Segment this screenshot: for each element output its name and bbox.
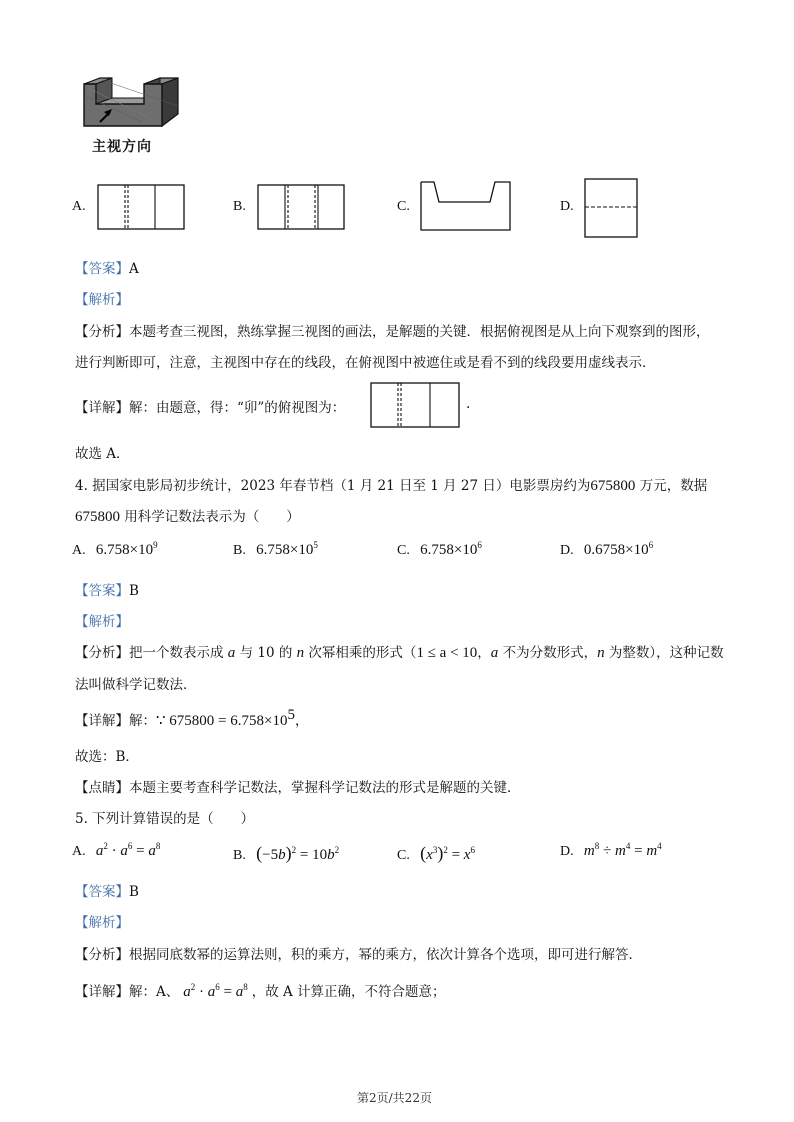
answer-value: A xyxy=(129,261,139,277)
q3-xiangjie xyxy=(75,396,345,416)
q5-fenxi xyxy=(75,943,642,963)
q5-stem: 5. 下列计算错误的是（ ） xyxy=(75,811,255,827)
q4-conclusion: 故选：B． xyxy=(75,749,139,765)
option-letter: A. xyxy=(72,844,86,859)
q4-stem-text-a: 4. 据国家电影局初步统计，2023 年春节档（1 月 21 日至 1 月 27 日）电影票房约为 xyxy=(75,478,591,494)
option-letter: A. xyxy=(72,543,86,558)
q3-option-d-figure xyxy=(584,178,638,242)
q5-xiangjie xyxy=(75,980,446,1001)
answer-value: B xyxy=(129,583,139,599)
option-exponent: 5 xyxy=(313,540,318,550)
q3-option-b-figure xyxy=(257,184,345,234)
q3-fenxi-line1 xyxy=(75,320,710,340)
q4-fenxi-line2: 法叫做科学记数法． xyxy=(75,677,197,693)
fenxi-text: 不为分数形式， xyxy=(498,645,598,661)
answer-tag: 【答案】 xyxy=(75,261,129,277)
math-var: a xyxy=(490,645,499,661)
fenxi-tag: 【分析】 xyxy=(75,324,129,340)
xiangjie-tag: 【详解】 xyxy=(75,713,129,729)
fenxi-text: ， xyxy=(477,645,491,661)
xiangjie-tag: 【详解】 xyxy=(75,400,129,416)
q4-option-b xyxy=(233,542,318,559)
dianjing-tag: 【点睛】 xyxy=(75,780,129,796)
fenxi-text: 次幂相乘的形式（ xyxy=(304,645,417,661)
q5-option-d xyxy=(560,843,662,860)
q3-option-a-figure xyxy=(97,184,185,234)
option-letter: C. xyxy=(397,543,410,558)
q4-stem-text-b: 万元，数据 xyxy=(635,478,708,494)
q4-fenxi-line1 xyxy=(75,641,724,662)
q5-option-a-expr: $a^2 \cdot a^6 = a^8$ xyxy=(95,841,161,859)
q3-option-c-label: C. xyxy=(397,199,410,214)
q4-option-a xyxy=(72,542,158,559)
fenxi-tag: 【分析】 xyxy=(75,947,129,963)
option-letter: B. xyxy=(233,543,246,558)
option-base: ×10 xyxy=(453,542,478,558)
q5-analysis-tag: 【解析】 xyxy=(75,915,129,931)
q5-answer xyxy=(75,880,139,900)
option-letter: D. xyxy=(560,543,574,558)
math-var: n xyxy=(597,645,605,661)
fenxi-text: 把一个数表示成 xyxy=(129,645,228,661)
option-mantissa: 6.758 xyxy=(256,542,290,558)
xiangjie-equation: ∵ 675800 = 6.758×10 xyxy=(156,713,288,729)
q3-option-d-label: D. xyxy=(560,199,574,214)
fenxi-tag: 【分析】 xyxy=(75,645,129,661)
dianjing-text: 本题主要考查科学记数法，掌握科学记数法的形式是解题的关键． xyxy=(129,780,521,796)
q4-stem-line1 xyxy=(75,474,707,495)
xiangjie-tail: ，故 A 计算正确，不符合题意； xyxy=(251,984,446,1000)
math-inequality: 1 ≤ a < 10 xyxy=(416,645,478,661)
q5-option-d-expr: $m^8 \div m^4 = m^4$ xyxy=(583,841,662,859)
q4-dianjing xyxy=(75,776,521,796)
q3-option-a-label: A. xyxy=(72,199,86,214)
option-base: ×10 xyxy=(129,542,154,558)
answer-tag: 【答案】 xyxy=(75,884,129,900)
option-exponent: 9 xyxy=(153,540,158,550)
option-letter: B. xyxy=(233,848,246,863)
answer-value: B xyxy=(129,884,139,900)
fenxi-text: 为整数），这种记数 xyxy=(604,645,724,661)
object-3d-figure xyxy=(82,76,182,134)
q3-option-b-label: B. xyxy=(233,199,246,214)
option-base: ×10 xyxy=(289,542,314,558)
option-mantissa: 0.6758 xyxy=(583,542,626,558)
q3-xiangjie-end: . xyxy=(466,396,471,412)
q4-answer xyxy=(75,579,139,599)
page-footer: 第2页/共22页 xyxy=(357,1091,432,1105)
q3-analysis-tag: 【解析】 xyxy=(75,292,129,308)
option-mantissa: 6.758 xyxy=(95,542,130,558)
q4-analysis-tag: 【解析】 xyxy=(75,614,129,630)
option-letter: D. xyxy=(560,844,574,859)
figure-caption: 主视方向 xyxy=(92,139,152,155)
q4-stem-line2 xyxy=(75,505,300,526)
xiangjie-exponent: 5 xyxy=(287,707,295,723)
fenxi-text: 本题考查三视图，熟练掌握三视图的画法，是解题的关键．根据俯视图是从上向下观察到的图形， xyxy=(129,324,710,340)
xiangjie-end: ， xyxy=(294,713,309,729)
math-var: n xyxy=(296,645,305,661)
q5-option-c xyxy=(397,843,475,864)
q3-conclusion: 故选 A． xyxy=(75,446,130,462)
xiangjie-expr: $a^2 \cdot a^6 = a^8$ xyxy=(183,982,248,1000)
q4-xiangjie xyxy=(75,709,308,730)
answer-tag: 【答案】 xyxy=(75,583,129,599)
xiangjie-text: 解： xyxy=(129,713,156,729)
q4-stem-number-2: 675800 xyxy=(75,509,120,525)
fenxi-text: 根据同底数幂的运算法则，积的乘方，幂的乘方，依次计算各个选项，即可进行解答． xyxy=(129,947,642,963)
xiangjie-tag: 【详解】 xyxy=(75,984,129,1000)
q5-option-c-expr: $(x^3)^2 = x^6$ xyxy=(420,843,475,863)
xiangjie-text: 解：由题意，得：“卯”的俯视图为： xyxy=(129,400,346,416)
option-base: ×10 xyxy=(625,542,649,558)
option-mantissa: 6.758 xyxy=(420,542,454,558)
q4-option-d xyxy=(560,542,653,559)
option-letter: C. xyxy=(397,848,410,863)
q4-stem-text-c: 用科学记数法表示为（ ） xyxy=(120,509,300,525)
q5-option-a xyxy=(72,843,160,860)
xiangjie-text: 解：A、 xyxy=(129,984,180,1000)
q5-option-b xyxy=(233,843,339,864)
option-exponent: 6 xyxy=(477,540,482,550)
fenxi-text: 与 10 的 xyxy=(235,645,297,661)
math-var: a xyxy=(227,645,236,661)
q5-option-b-expr: $(-5b)^2 = 10b^2$ xyxy=(256,843,340,863)
q3-option-c-figure xyxy=(420,180,512,236)
option-exponent: 6 xyxy=(648,540,654,550)
q3-answer xyxy=(75,257,139,277)
q3-xiangjie-figure xyxy=(370,382,460,432)
q3-fenxi-line2: 进行判断即可，注意，主视图中存在的线段，在俯视图中被遮住或是看不到的线段要用虚线表示． xyxy=(75,355,656,371)
q4-stem-number: 675800 xyxy=(590,478,636,494)
q4-option-c xyxy=(397,542,482,559)
